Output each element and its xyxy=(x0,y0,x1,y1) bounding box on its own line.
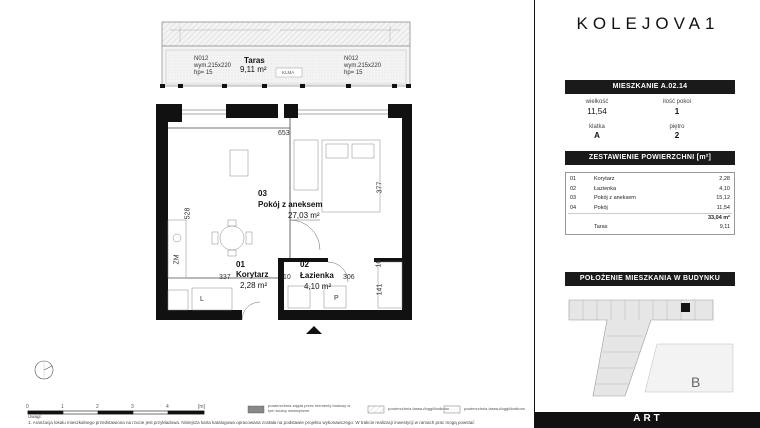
apartment-marker xyxy=(681,303,690,312)
dimension-10b: 10 xyxy=(375,259,383,268)
total-area: 33,04 m² xyxy=(707,215,730,221)
table-row: 02 Łazienka 4,10 xyxy=(570,185,730,192)
apartment-title: MIESZKANIE A.02.14 xyxy=(565,80,735,94)
field-size-label: wielkość xyxy=(585,99,609,105)
room-01-area: 2,28 m² xyxy=(240,281,268,290)
building-letter: B xyxy=(691,374,701,390)
dimension-306: 306 xyxy=(343,274,355,281)
info-panel xyxy=(534,0,760,428)
window-1-code: N012 xyxy=(194,56,209,62)
legend-walls: powierzchnia zajęta przez elementy budowy w tym ściany wewnętrzne xyxy=(268,403,351,413)
scale-tick-1: 1 xyxy=(61,404,64,410)
total-row xyxy=(568,213,732,223)
window-2-size: wym.215x220 xyxy=(344,63,382,69)
table-row: 03 Pokój z aneksem 15,12 xyxy=(570,195,730,201)
legend-terrace: powierzchnia tarasu/loggii/balkonu xyxy=(388,406,450,411)
room-01-name: Korytarz xyxy=(236,270,269,279)
scale-tick-0: 0 xyxy=(26,404,29,410)
room-03-area: 27,03 m² xyxy=(288,211,320,220)
legend-balcony: powierzchnia tarasu/loggii/balkonu xyxy=(464,406,526,411)
brand-logo: KOLEJOVA1 xyxy=(576,14,720,33)
dimension-377: 377 xyxy=(376,181,384,194)
scale-unit: [m] xyxy=(198,404,205,410)
scale-tick-3: 3 xyxy=(131,404,134,410)
window-2-hp: hp= 15 xyxy=(344,70,363,76)
footnote-heading: Uwagi: xyxy=(28,414,42,419)
window-1-size: wym.215x220 xyxy=(194,63,232,69)
scale-tick-4: 4 xyxy=(166,404,169,410)
terrace-row-value: 9,11 xyxy=(719,223,730,230)
terrace-row-label: Taras xyxy=(594,223,608,230)
window-2-code: N012 xyxy=(344,56,359,62)
footnote xyxy=(28,414,533,425)
room-02-number: 02 xyxy=(300,260,309,269)
field-floor-value: 2 xyxy=(674,131,680,140)
scale-tick-2: 2 xyxy=(96,404,99,410)
room-01-number: 01 xyxy=(236,260,245,269)
field-rooms-value: 1 xyxy=(674,107,680,116)
field-floor-label: piętro xyxy=(669,124,685,130)
dimension-653: 653 xyxy=(278,130,290,137)
field-rooms-label: ilość pokoi xyxy=(662,99,691,105)
terrace-row xyxy=(568,223,732,233)
window-1-hp: hp= 15 xyxy=(194,70,213,76)
field-stair-value: A xyxy=(594,131,600,140)
entrance-arrow xyxy=(306,326,322,334)
area-summary-title: ZESTAWIENIE POWIERZCHNI [m²] xyxy=(565,151,735,165)
field-size-value: 11,54 xyxy=(587,107,607,116)
room-02-area: 4,10 m² xyxy=(304,282,332,291)
dimension-141: 141 xyxy=(376,283,384,296)
table-row: 04 Pokój 11,54 xyxy=(570,204,730,211)
table-row: 01 Korytarz 2,28 xyxy=(570,176,730,182)
fixture-l: L xyxy=(200,296,204,303)
room-03-number: 03 xyxy=(258,189,267,198)
brand-footer-logo: ART xyxy=(633,413,663,424)
dimension-zm: ZM xyxy=(173,254,181,265)
building-location-map xyxy=(563,292,739,404)
dimension-10a: 10 xyxy=(283,274,291,281)
area-table xyxy=(565,172,735,235)
field-stair-label: klatka xyxy=(589,124,605,130)
dimension-528: 528 xyxy=(184,207,192,220)
location-title: POŁOŻENIE MIESZKANIA W BUDYNKU xyxy=(565,272,735,286)
terrace-area: 9,11 m² xyxy=(240,65,267,74)
footnote-line: 1. Aranżacja lokalu mieszkalnego przedstawiona na rzucie jest przykładowa. Niniejsza karta katalogowa opracowana została na podstawie projektu wykonawczego. W trakcie realizacji inwestycji w ramach prac mogą powstać xyxy=(28,419,475,425)
fixture-p: P xyxy=(334,295,339,302)
room-03-name: Pokój z aneksem xyxy=(258,200,323,209)
terrace-name: Taras xyxy=(244,56,265,65)
dimension-337: 337 xyxy=(219,274,231,281)
terrace-tag: KLMA xyxy=(282,70,295,75)
room-02-name: Łazienka xyxy=(300,271,334,280)
